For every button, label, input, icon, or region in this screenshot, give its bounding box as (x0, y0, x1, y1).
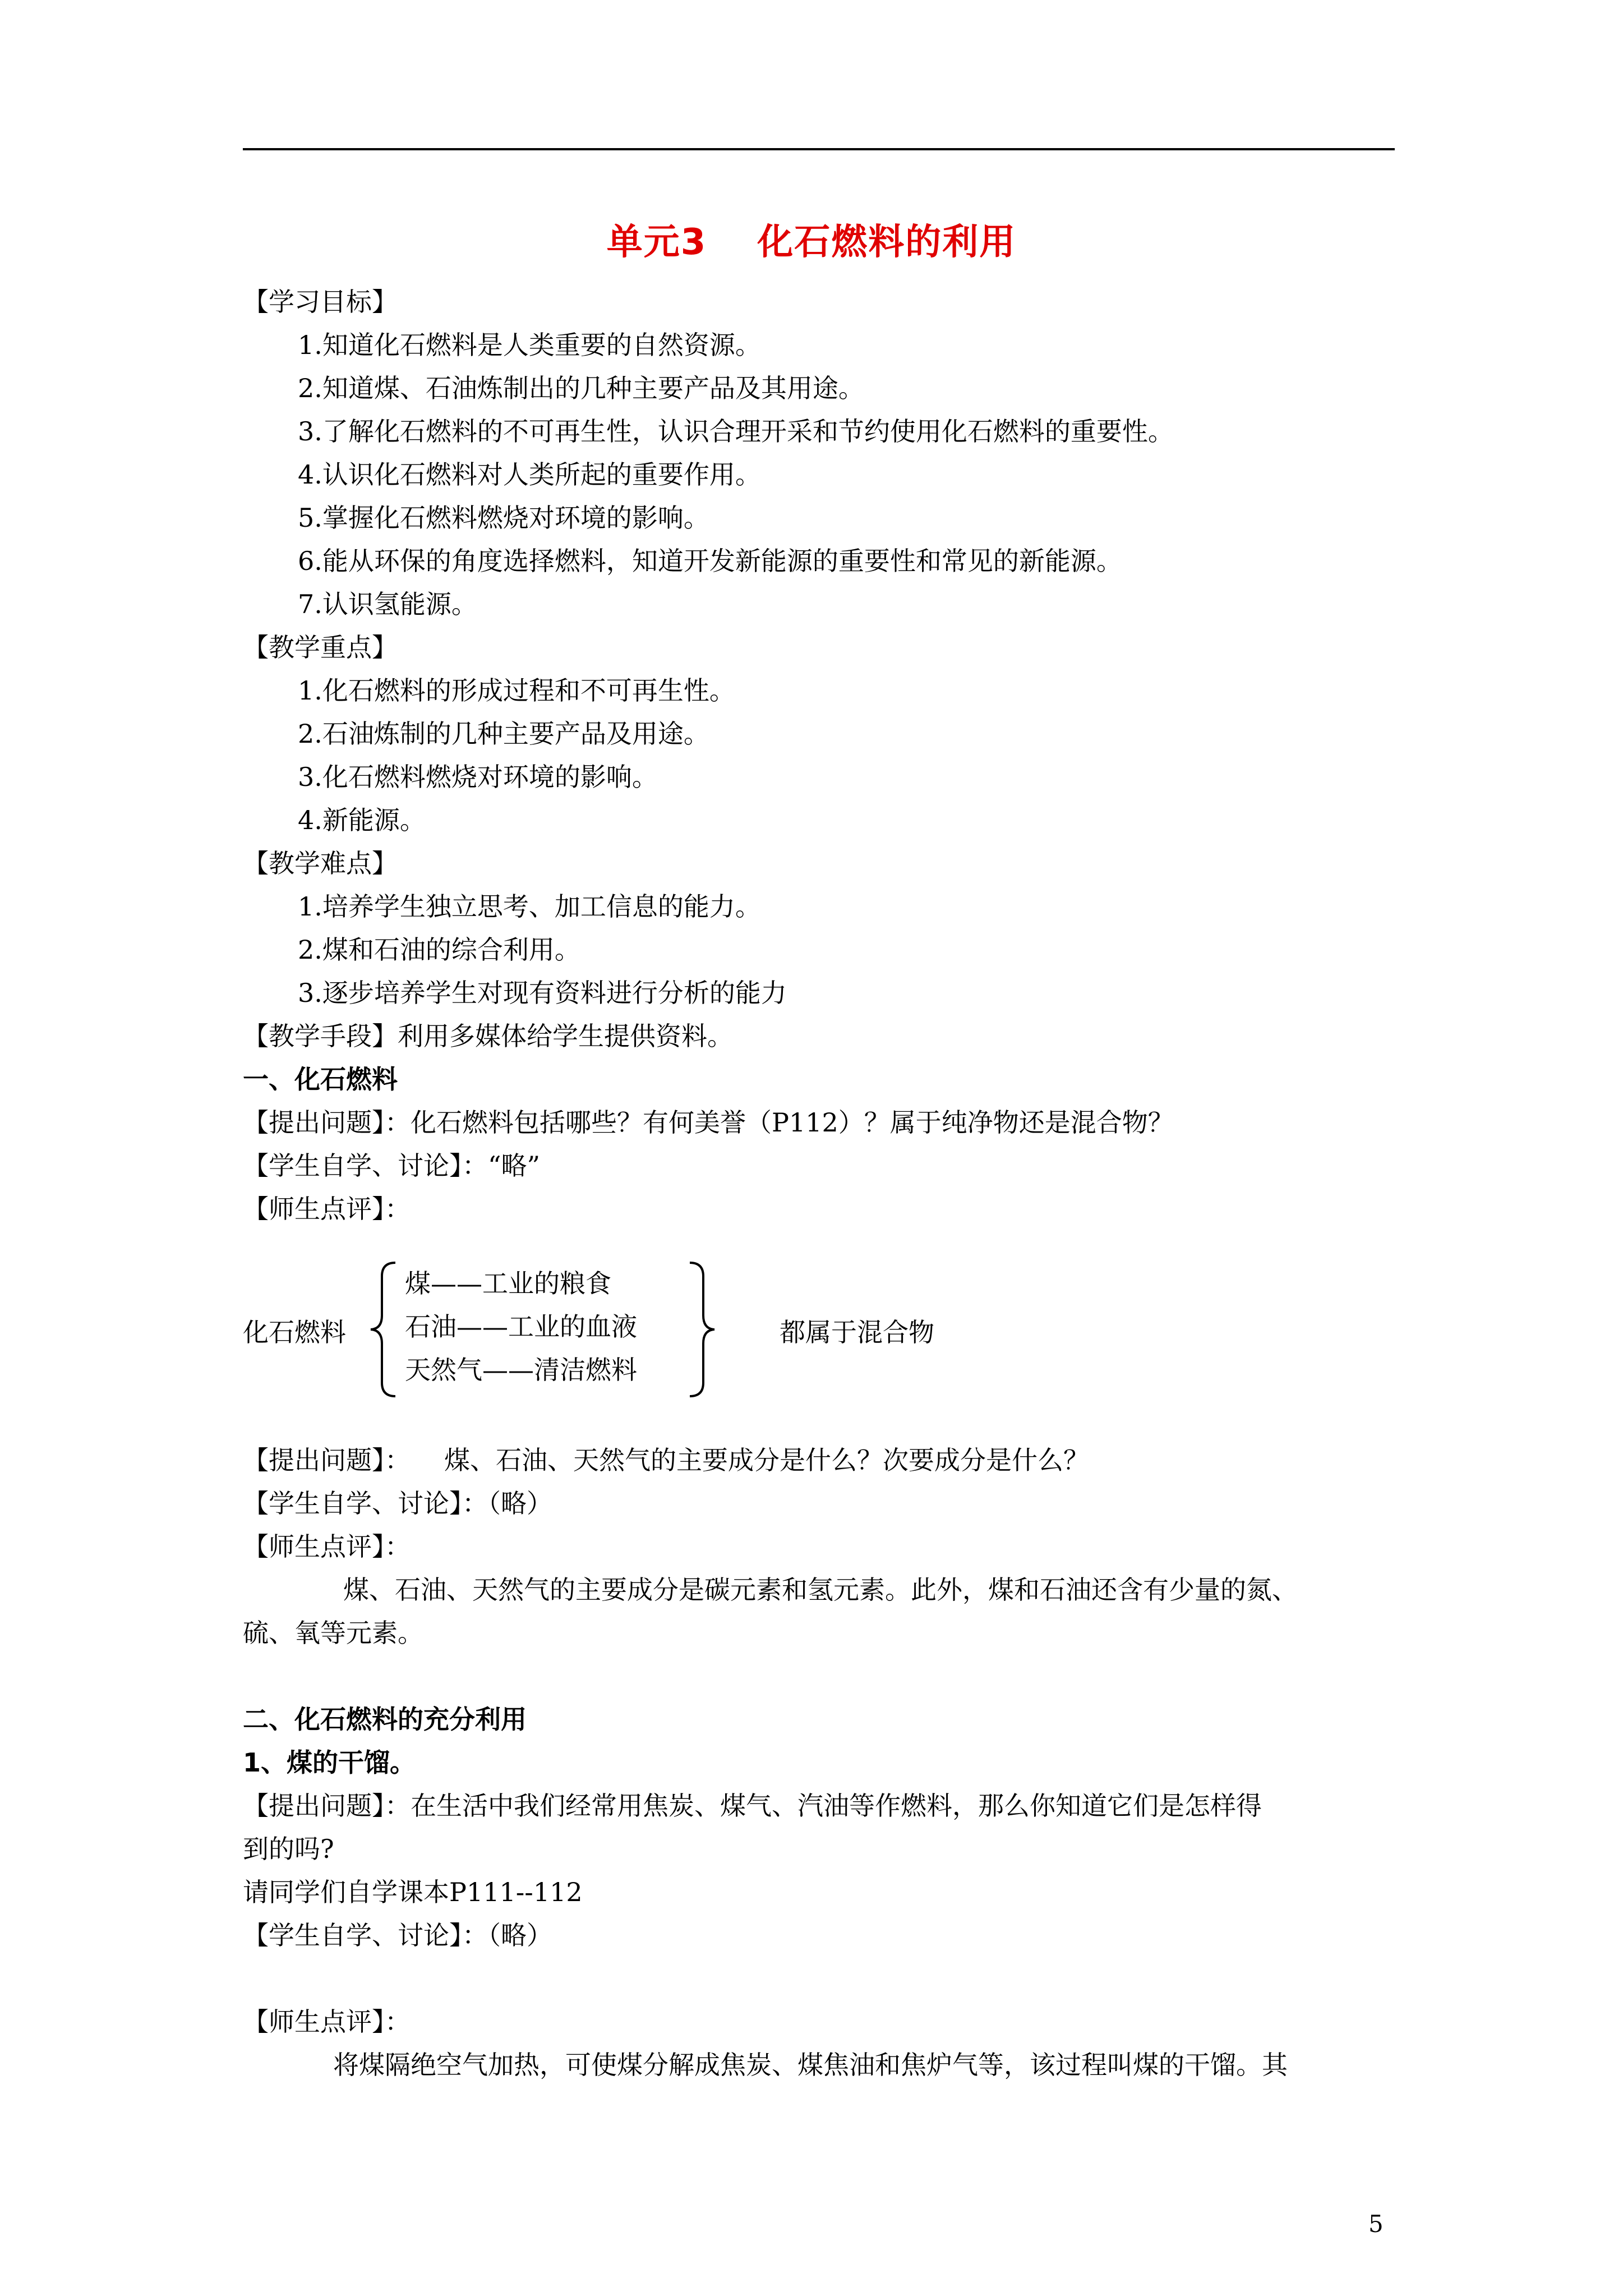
title-unit: 单元3 (606, 222, 707, 263)
self-study-3: 【学生自学、讨论】：（略） (243, 1920, 552, 1950)
objective-item: 5.掌握化石燃料燃烧对环境的影响。 (298, 503, 709, 533)
diagram-item-coal: 煤——工业的粮食 (405, 1268, 611, 1299)
answer-2-line-1: 煤、石油、天然气的主要成分是碳元素和氢元素。此外，煤和石油还含有少量的氮、 (343, 1575, 1298, 1605)
question-2-label: 【提出问题】： (243, 1445, 411, 1475)
answer-2-line-2: 硫、氧等元素。 (243, 1618, 423, 1648)
self-study-2: 【学生自学、讨论】：（略） (243, 1488, 552, 1519)
difficulty-item: 1.培养学生独立思考、加工信息的能力。 (298, 891, 761, 922)
objective-item: 7.认识氢能源。 (298, 589, 477, 619)
page-title (0, 213, 1623, 265)
review-3: 【师生点评】： (243, 2007, 411, 2037)
review-1: 【师生点评】： (243, 1194, 411, 1224)
key-points-heading: 【教学重点】 (243, 632, 398, 662)
self-study-instruction: 请同学们自学课本P111--112 (243, 1877, 583, 1907)
right-brace (684, 1259, 718, 1400)
objectives-heading: 【学习目标】 (243, 287, 398, 317)
section1-heading: 一、化石燃料 (243, 1064, 398, 1094)
difficulties-heading: 【教学难点】 (243, 848, 398, 878)
self-study-1: 【学生自学、讨论】：“略” (243, 1151, 541, 1181)
review-2: 【师生点评】： (243, 1531, 411, 1562)
key-point-item: 2.石油炼制的几种主要产品及用途。 (298, 719, 709, 749)
objective-item: 6.能从环保的角度选择燃料，知道开发新能源的重要性和常见的新能源。 (298, 546, 1122, 576)
question-3-line-2: 到的吗? (243, 1834, 334, 1864)
question-2-text: 煤、石油、天然气的主要成分是什么？次要成分是什么？ (444, 1445, 1089, 1475)
diagram-item-oil: 石油——工业的血液 (405, 1312, 637, 1342)
objective-item: 1.知道化石燃料是人类重要的自然资源。 (298, 330, 761, 360)
objective-item: 2.知道煤、石油炼制出的几种主要产品及其用途。 (298, 373, 864, 403)
diagram-label: 化石燃料 (243, 1317, 346, 1347)
answer-3-line-1: 将煤隔绝空气加热，可使煤分解成焦炭、煤焦油和焦炉气等，该过程叫煤的干馏。其 (333, 2050, 1288, 2080)
key-point-item: 4.新能源。 (298, 805, 426, 835)
question-2 (243, 1447, 1089, 1473)
objective-item: 3.了解化石燃料的不可再生性，认识合理开采和节约使用化石燃料的重要性。 (298, 416, 1174, 447)
section2-heading: 二、化石燃料的充分利用 (243, 1704, 527, 1734)
page-number: 5 (1368, 2210, 1384, 2238)
key-point-item: 3.化石燃料燃烧对环境的影响。 (298, 762, 658, 792)
difficulty-item: 2.煤和石油的综合利用。 (298, 935, 580, 965)
difficulty-item: 3.逐步培养学生对现有资料进行分析的能力 (298, 978, 787, 1008)
left-brace (367, 1259, 401, 1400)
question-1: 【提出问题】：化石燃料包括哪些？有何美誉（P112）？属于纯净物还是混合物？ (243, 1107, 1174, 1138)
objective-item: 4.认识化石燃料对人类所起的重要作用。 (298, 459, 761, 490)
header-rule (243, 148, 1395, 150)
key-point-item: 1.化石燃料的形成过程和不可再生性。 (298, 675, 735, 706)
teaching-means: 【教学手段】利用多媒体给学生提供资料。 (243, 1021, 733, 1051)
diagram-item-gas: 天然气——清洁燃料 (405, 1355, 637, 1385)
diagram-conclusion: 都属于混合物 (780, 1317, 934, 1347)
subsection-coal-distillation: 1、煤的干馏。 (243, 1747, 416, 1778)
title-name: 化石燃料的利用 (757, 222, 1017, 263)
question-3-line-1: 【提出问题】：在生活中我们经常用焦炭、煤气、汽油等作燃料，那么你知道它们是怎样得 (243, 1791, 1262, 1821)
